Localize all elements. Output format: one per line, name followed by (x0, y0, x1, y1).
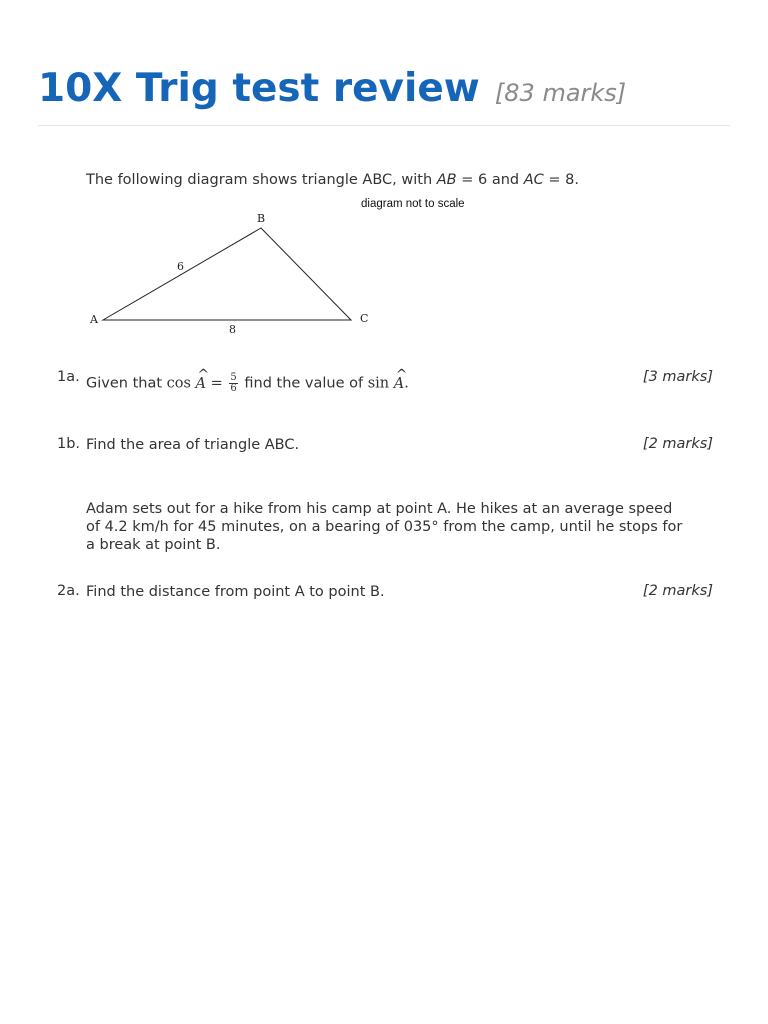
side-ac-label: 8 (229, 323, 236, 336)
vertex-c-label: C (360, 312, 369, 325)
question-2-context (86, 500, 682, 554)
question-1b-number: 1b. (57, 436, 81, 452)
total-marks: [83 marks] (494, 79, 627, 107)
q1a-fraction (229, 373, 237, 394)
question-2a-number: 2a. (57, 583, 80, 599)
q1a-frac-numerator: 5 (230, 372, 237, 383)
q1a-angle-a: ^ A (196, 375, 206, 393)
question-1a-text (86, 373, 409, 394)
intro-ab: AB (436, 172, 457, 188)
q1a-frac-denominator: 6 (230, 383, 237, 394)
intro-ac-value: = 8. (543, 172, 579, 188)
triangle-abc (103, 228, 351, 320)
q1a-cos: cos (166, 375, 191, 392)
context-line-1: Adam sets out for a hike from his camp at point A. He hikes at an average speed (86, 501, 673, 517)
vertex-a-label: A (90, 313, 98, 326)
diagram-note: diagram not to scale (361, 198, 465, 210)
q1a-equals: = (210, 375, 223, 392)
question-1b-marks: [2 marks] (642, 436, 713, 452)
question-2a-marks: [2 marks] (642, 583, 713, 599)
side-ab-label: 6 (177, 260, 184, 273)
vertex-b-label: B (257, 212, 266, 225)
question-2a-text: Find the distance from point A to point B. (86, 584, 385, 600)
intro-ac: AC (523, 172, 544, 188)
title-text: 10X Trig test review (38, 66, 480, 111)
question-1a-number: 1a. (57, 369, 80, 385)
question-1b-text: Find the area of triangle ABC. (86, 437, 300, 453)
context-line-2: of 4.2 km/h for 45 minutes, on a bearing of 035° from the camp, until he stops for (86, 519, 683, 535)
q1a-prefix: Given that (86, 375, 167, 392)
intro-prefix: The following diagram shows triangle ABC, with (86, 172, 437, 188)
q1a-sin: sin (367, 375, 390, 392)
intro-ab-value: = 6 and (456, 172, 524, 188)
q1a-period: . (404, 375, 409, 392)
question-1a-marks: [3 marks] (642, 369, 713, 385)
q1a-middle: find the value of (239, 375, 368, 392)
context-line-3: a break at point B. (86, 537, 221, 553)
q1a-angle-a-2: ^ A (394, 375, 404, 393)
